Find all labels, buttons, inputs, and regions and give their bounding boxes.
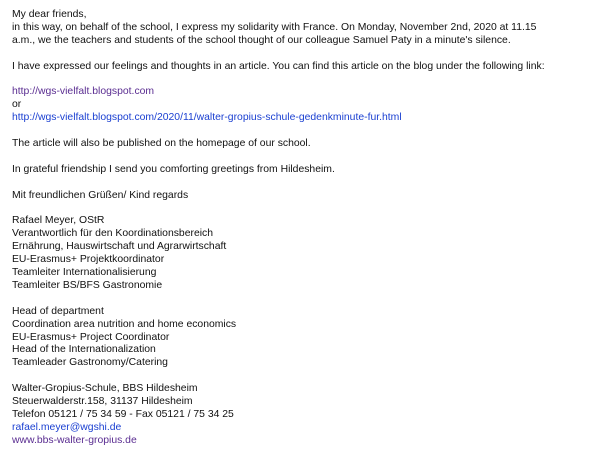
spacer: [12, 74, 598, 87]
spacer: [12, 151, 598, 164]
closing-line: Mit freundlichen Grüßen/ Kind regards: [12, 189, 189, 201]
german-role: EU-Erasmus+ Projektkoordinator: [12, 254, 165, 266]
german-role: Ernährung, Hauswirtschaft und Agrarwirtschaft: [12, 241, 227, 253]
blog-link[interactable]: http://wgs-vielfalt.blogspot.com: [12, 86, 155, 98]
article-paragraph: I have expressed our feelings and thoughts in an article. You can find this article on the blog under the following link:: [12, 60, 545, 72]
homepage-paragraph: The article will also be published on the homepage of our school.: [12, 138, 311, 150]
or-text: or: [12, 99, 22, 111]
website-link[interactable]: www.bbs-walter-gropius.de: [12, 434, 137, 446]
spacer: [12, 203, 598, 216]
english-role: Head of the Internationalization: [12, 344, 156, 356]
email-body: [12, 9, 598, 448]
intro-line-2: a.m., we the teachers and students of the school thought of our colleague Samuel Paty in a minute's silence.: [12, 34, 511, 46]
german-role: Teamleiter Internationalisierung: [12, 267, 157, 279]
school-name: Walter-Gropius-Schule, BBS Hildesheim: [12, 383, 198, 395]
article-link[interactable]: http://wgs-vielfalt.blogspot.com/2020/11/walter-gropius-schule-gedenkminute-fur.html: [12, 112, 402, 124]
english-role: EU-Erasmus+ Project Coordinator: [12, 331, 170, 343]
school-address: Steuerwalderstr.158, 31137 Hildesheim: [12, 396, 193, 408]
email-link[interactable]: rafael.meyer@wgshi.de: [12, 421, 122, 433]
signature-name: Rafael Meyer, OStR: [12, 215, 105, 227]
greetings-paragraph: In grateful friendship I send you comforting greetings from Hildesheim.: [12, 163, 335, 175]
german-role: Teamleiter BS/BFS Gastronomie: [12, 279, 163, 291]
english-role: Head of department: [12, 305, 104, 317]
spacer: [12, 48, 598, 61]
phone-fax: Telefon 05121 / 75 34 59 - Fax 05121 / 75 34 25: [12, 408, 234, 420]
spacer: [12, 370, 598, 383]
english-role: Coordination area nutrition and home economics: [12, 318, 237, 330]
intro-line-1: in this way, on behalf of the school, I express my solidarity with France. On Monday, November 2nd, 2020 at 11.15: [12, 21, 537, 33]
german-role: Verantwortlich für den Koordinationsbereich: [12, 228, 214, 240]
spacer: [12, 293, 598, 306]
greeting: My dear friends,: [12, 9, 87, 20]
english-role: Teamleader Gastronomy/Catering: [12, 357, 168, 369]
spacer: [12, 125, 598, 138]
spacer: [12, 177, 598, 190]
signature-block: [12, 215, 598, 447]
